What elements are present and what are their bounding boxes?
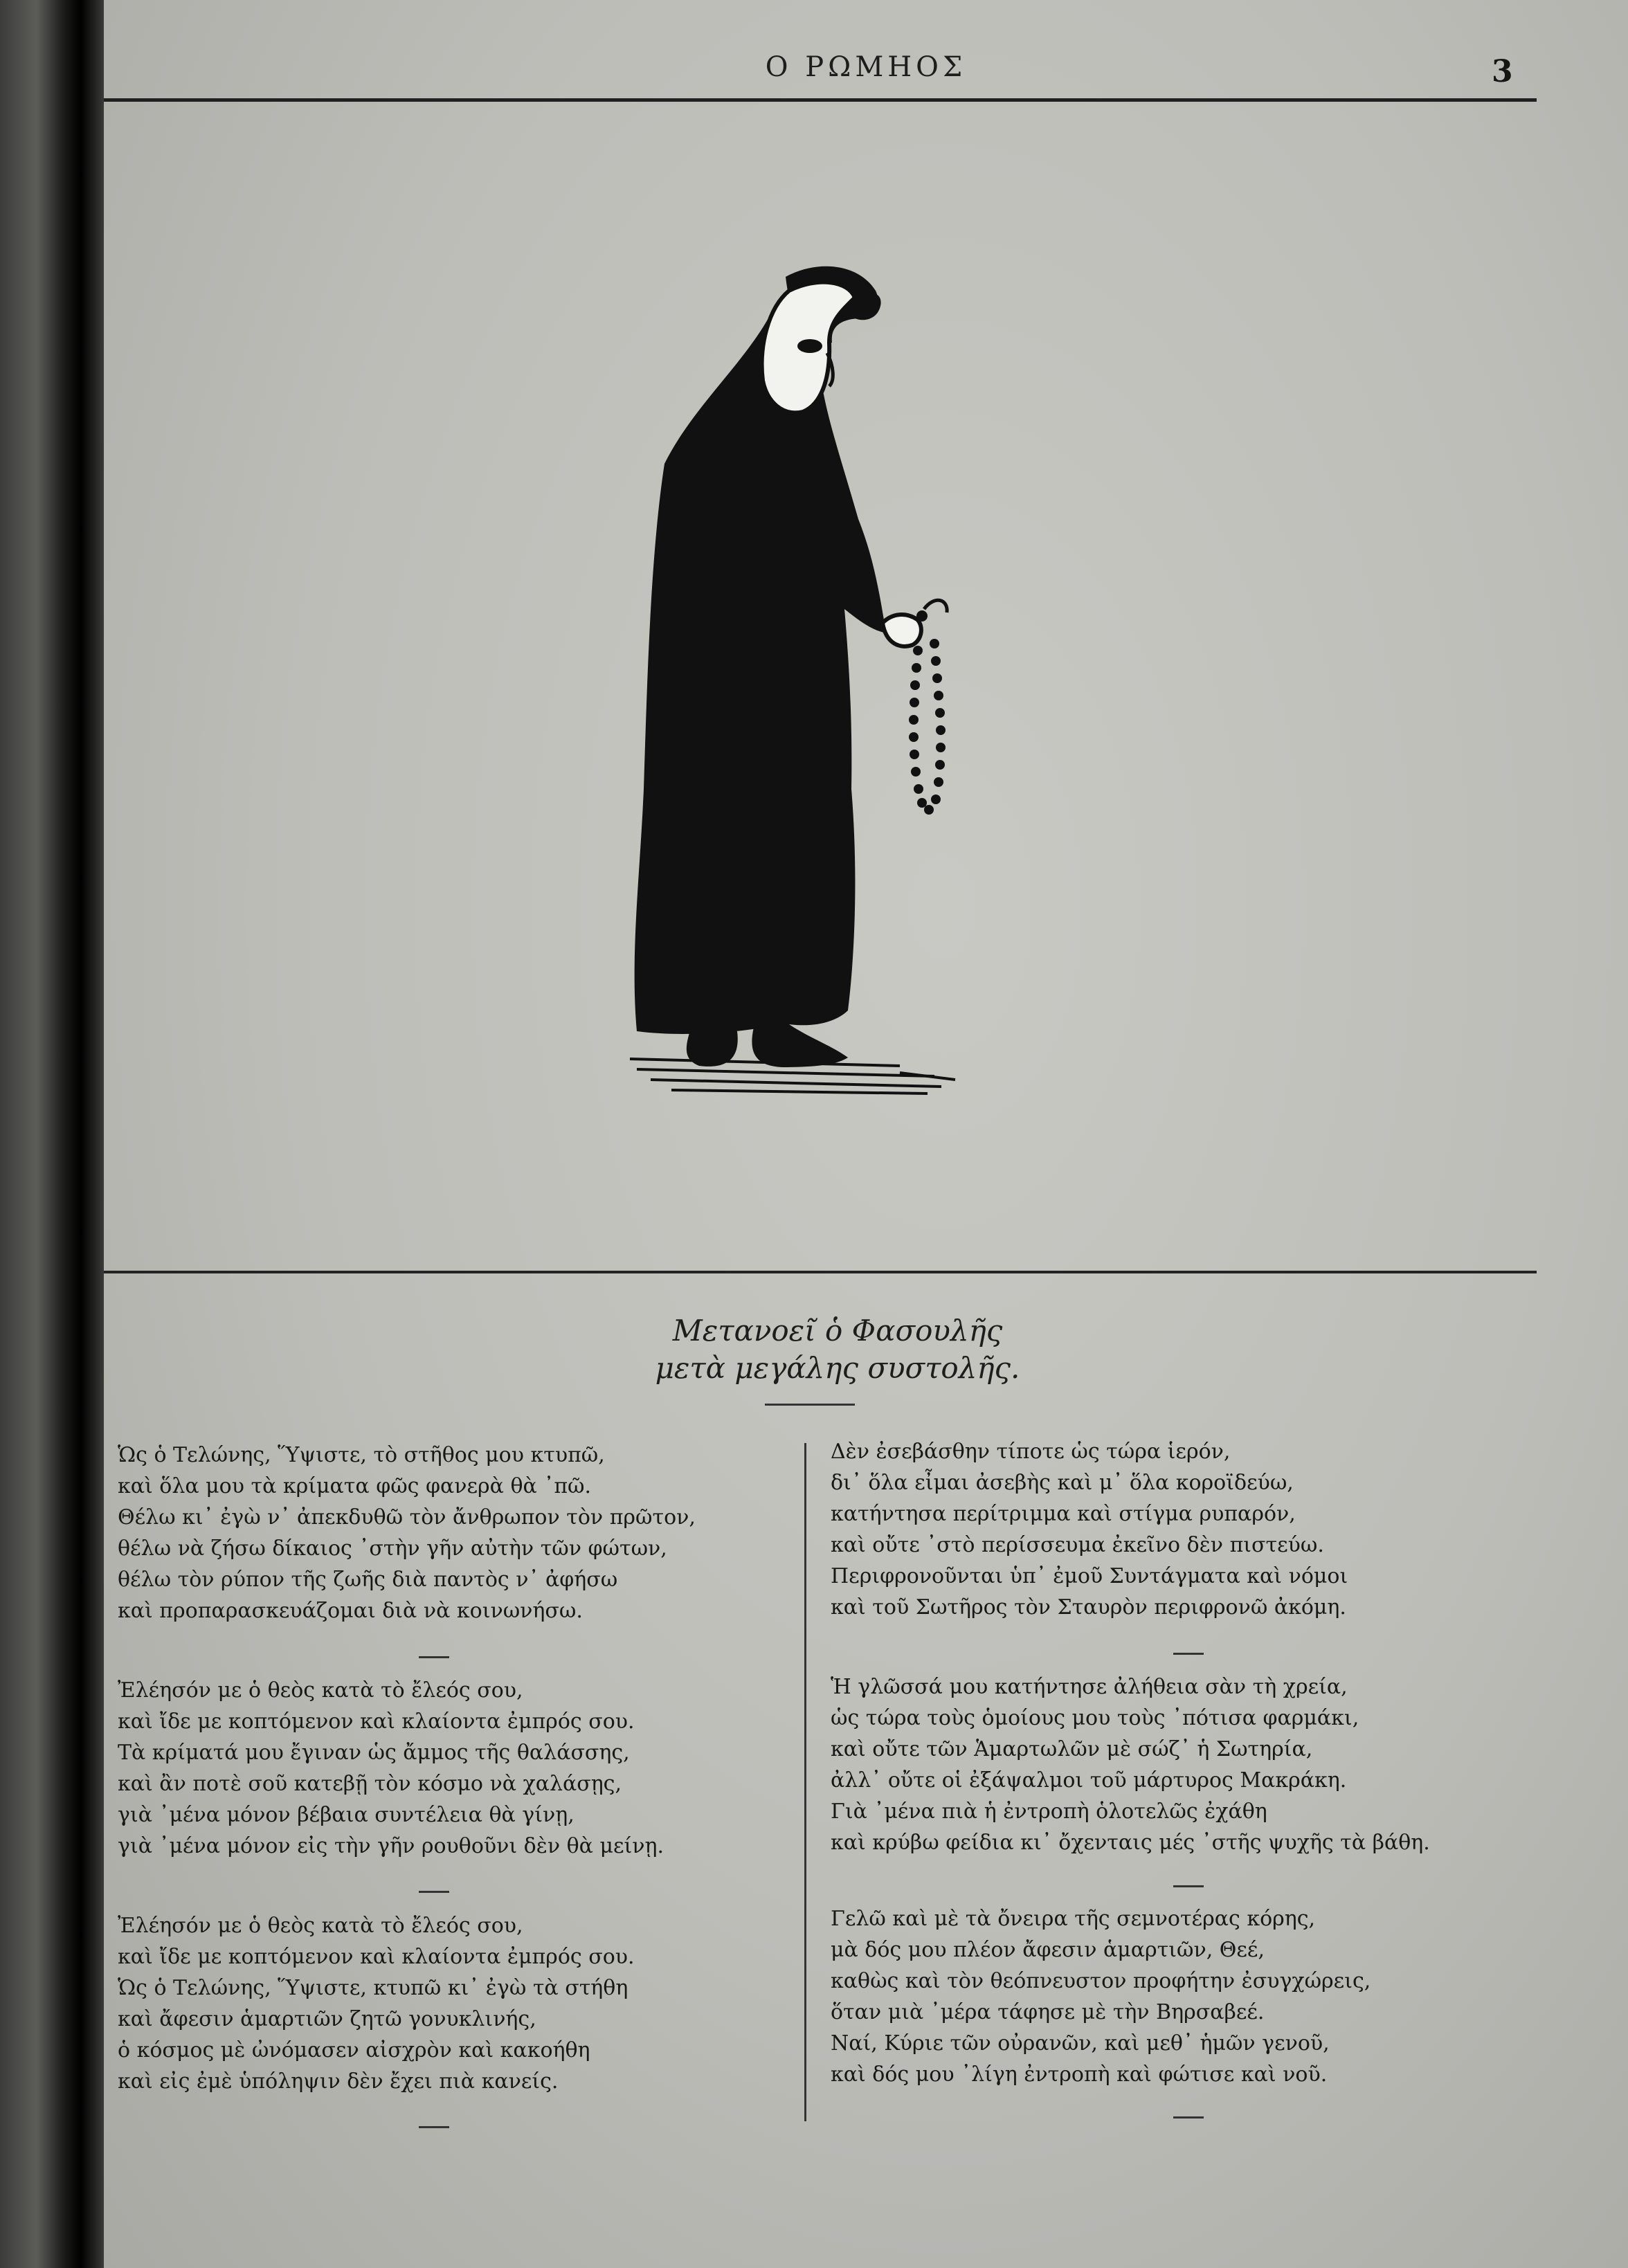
verse-line: Γελῶ καὶ μὲ τὰ ὄνειρα τῆς σεμνοτέρας κόρης, [831,1907,1316,1931]
right-stanza-2 [831,1671,1430,1858]
verse-line: καὶ δός μου ᾽λίγη ἐντροπὴ καὶ φώτισε καὶ νοῦ. [831,2062,1328,2087]
verse-line: κατήντησα περίτριμμα καὶ στίγμα ρυπαρόν, [831,1502,1296,1526]
verse-line: Ἐλέησόν με ὁ θεὸς κατὰ τὸ ἔλεός σου, [118,1678,523,1703]
verse-line: ὅταν μιὰ ᾽μέρα τάφησε μὲ τὴν Βηρσαβεέ. [831,2000,1265,2024]
verse-line: Περιφρονοῦνται ὑπ᾽ ἐμοῦ Συντάγματα καὶ νόμοι [831,1564,1348,1588]
cartoon-illustration [609,263,1094,1121]
verse-line: Γιὰ ᾽μένα πιὰ ἡ ἐντροπὴ ὁλοτελῶς ἐχάθη [831,1799,1267,1824]
left-stanza-3 [118,1910,635,2097]
verse-line: Ἡ γλῶσσά μου κατήντησε ἀλήθεια σὰν τὴ χρεία, [831,1675,1348,1699]
stanza-separator [419,2126,449,2128]
verse-line: ὁ κόσμος μὲ ὠνόμασεν αἰσχρὸν καὶ κακοήθη [118,2038,590,2062]
verse-line: καὶ ἴδε με κοπτόμενον καὶ κλαίοντα ἐμπρός σου. [118,1709,635,1734]
verse-line: μὰ δός μου πλέον ἄφεσιν ἁμαρτιῶν, Θεέ, [831,1938,1265,1962]
stanza-separator [1173,1885,1204,1887]
left-stanza-1 [118,1440,696,1626]
verse-line: Ὡς ὁ Τελώνης, Ὕψιστε, τὸ στῆθος μου κτυπῶ, [118,1443,605,1467]
right-stanza-3 [831,1903,1371,2090]
verse-line: γιὰ ᾽μένα μόνον βέβαια συντέλεια θὰ γίνῃ, [118,1803,575,1827]
page-number: 3 [1492,54,1513,89]
verse-line: θέλω νὰ ζήσω δίκαιος ᾽στὴν γῆν αὐτὴν τῶν φώτων, [118,1536,667,1561]
verse-line: Ναί, Κύριε τῶν οὐρανῶν, καὶ μεθ᾽ ἡμῶν γενοῦ, [831,2031,1330,2056]
robe-shape [635,318,886,1034]
caption-line-2: μετὰ μεγάλης συστολῆς. [655,1351,1020,1385]
hand [883,615,921,646]
verse-line: καὶ οὔτε τῶν Ἁμαρτωλῶν μὲ σώζ᾽ ἡ Σωτηρία, [831,1737,1313,1761]
section-rule [104,1271,1537,1273]
stanza-separator [419,1656,449,1658]
column-divider [804,1443,806,2121]
left-stanza-2 [118,1675,664,1862]
verse-line: θέλω τὸν ρύπον τῆς ζωῆς διὰ παντὸς ν᾽ ἀφήσω [118,1568,618,1592]
header-rule [104,98,1537,102]
verse-line: Ὡς ὁ Τελώνης, Ὕψιστε, κτυπῶ κι᾽ ἐγὼ τὰ στήθη [118,1976,628,2000]
verse-line: καὶ εἰς ἐμὲ ὑπόληψιν δὲν ἔχει πιὰ κανείς. [118,2069,559,2094]
verse-line: γιὰ ᾽μένα μόνον εἰς τὴν γῆν ρουθοῦνι δὲν θὰ μείνῃ. [118,1834,664,1858]
verse-line: Ἐλέησόν με ὁ θεὸς κατὰ τὸ ἔλεός σου, [118,1914,523,1938]
verse-line: καὶ ὅλα μου τὰ κρίματα φῶς φανερὰ θὰ ᾽πῶ. [118,1474,592,1498]
book-binding-shadow [0,0,104,2268]
verse-line: Τὰ κρίματά μου ἔγιναν ὡς ἄμμος τῆς θαλάσσης, [118,1741,630,1765]
verse-line: ἀλλ᾽ οὔτε οἱ ἐξάψαλμοι τοῦ μάρτυρος Μακράκη. [831,1768,1347,1793]
verse-line: καὶ προπαρασκευάζομαι διὰ νὰ κοινωνήσω. [118,1599,583,1623]
masthead-title: Ο ΡΩΜΗΟΣ [765,51,967,83]
verse-line: ὡς τώρα τοὺς ὁμοίους μου τοὺς ᾽πότισα φαρμάκι, [831,1706,1359,1730]
verse-line: καὶ κρύβω φείδια κι᾽ ὄχενταις μές ᾽στῆς ψυχῆς τὰ βάθη. [831,1831,1430,1855]
verse-line: καὶ οὔτε ᾽στὸ περίσσευμα ἐκεῖνο δὲν πιστεύω. [831,1533,1324,1557]
verse-line: δι᾽ ὅλα εἶμαι ἀσεβὴς καὶ μ᾽ ὅλα κοροϊδεύω, [831,1471,1294,1495]
stanza-separator [419,1891,449,1893]
verse-line: καὶ ἂν ποτὲ σοῦ κατεβῇ τὸν κόσμο νὰ χαλάσῃς, [118,1772,622,1796]
verse-line: καθὼς καὶ τὸν θεόπνευστον προφήτην ἐσυγχώρεις, [831,1969,1371,1993]
right-stanza-1 [831,1436,1348,1623]
caption-line-1: Μετανοεῖ ὁ Φασουλῆς [672,1314,1003,1348]
verse-line: καὶ ἴδε με κοπτόμενον καὶ κλαίοντα ἐμπρός σου. [118,1945,635,1969]
verse-line: καὶ τοῦ Σωτῆρος τὸν Σταυρὸν περιφρονῶ ἀκόμη. [831,1595,1346,1620]
right-foot [752,1024,848,1067]
verse-line: καὶ ἄφεσιν ἁμαρτιῶν ζητῶ γονυκλινής, [118,2007,536,2031]
verse-line: Θέλω κι᾽ ἐγὼ ν᾽ ἀπεκδυθῶ τὸν ἄνθρωπον τὸν πρῶτον, [118,1505,696,1530]
newspaper-page [104,0,1628,2268]
stanza-separator [1173,2116,1204,2119]
caption-rule [765,1404,855,1406]
stanza-separator [1173,1653,1204,1655]
verse-line: Δὲν ἐσεβάσθην τίποτε ὡς τώρα ἱερόν, [831,1440,1231,1464]
